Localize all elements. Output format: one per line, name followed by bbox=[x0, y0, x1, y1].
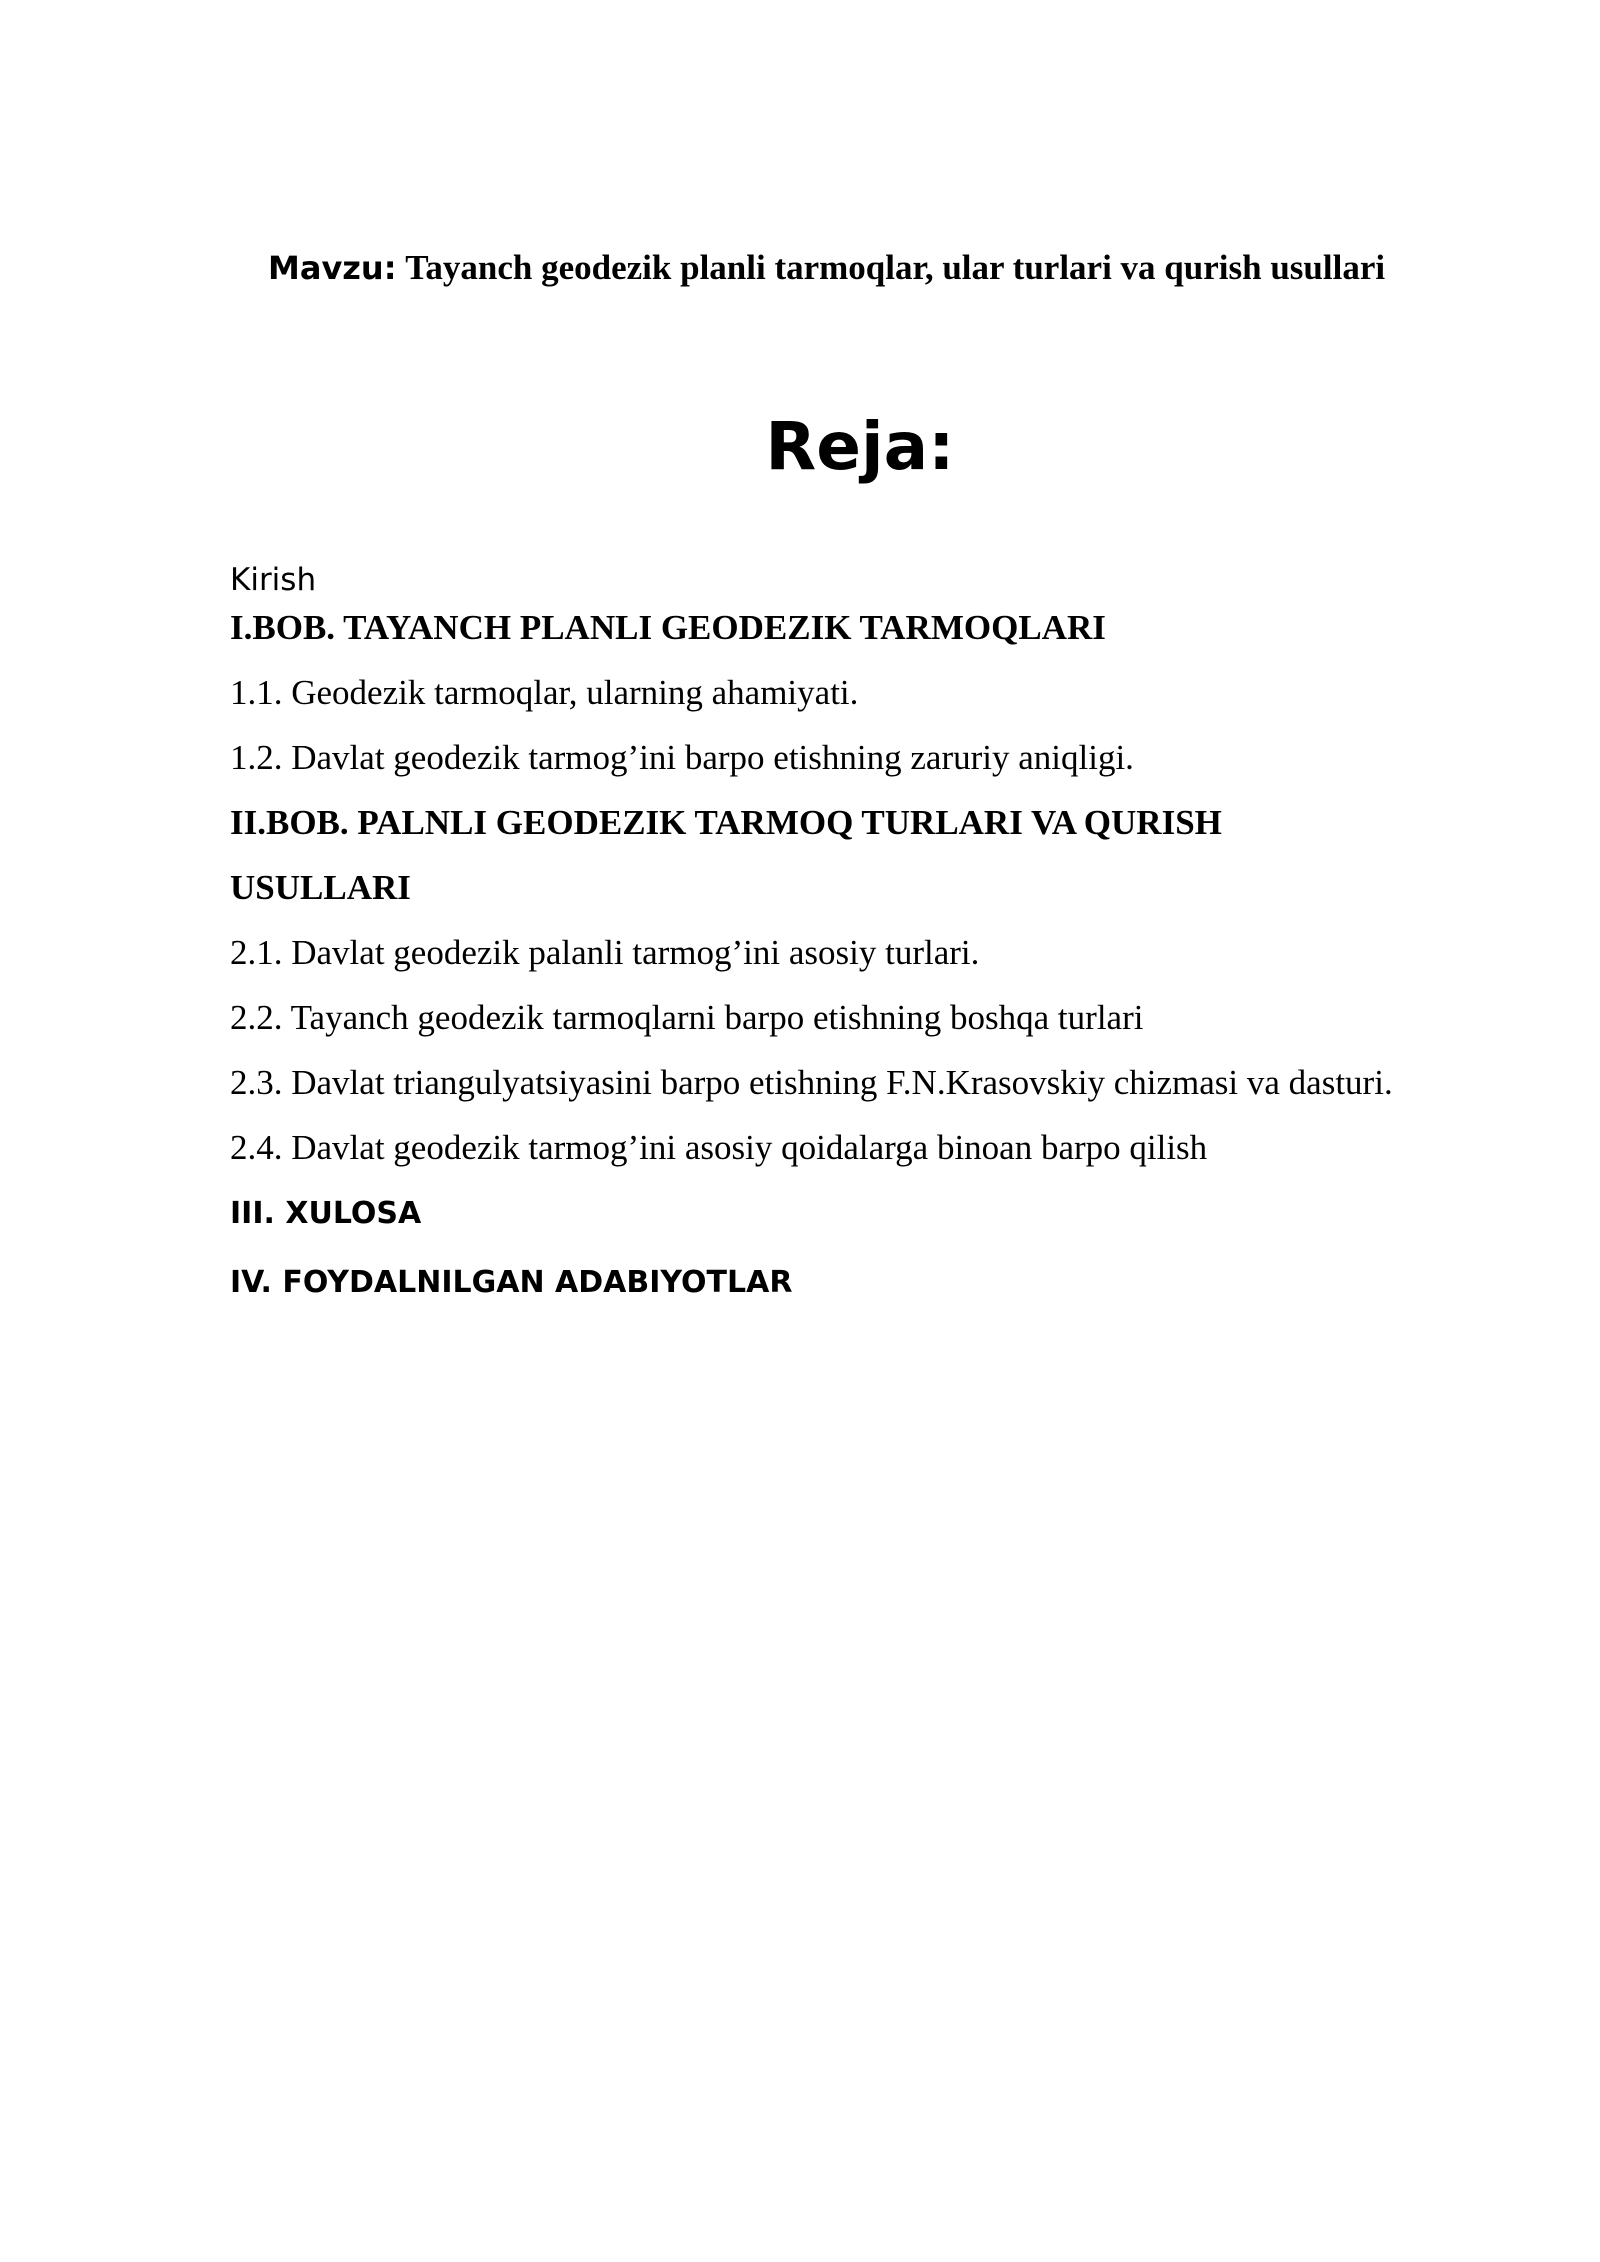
section-2-4: 2.4. Davlat geodezik tarmog’ini asosiy qoidalarga binoan barpo qilish bbox=[230, 1128, 1208, 1167]
topic-heading bbox=[268, 246, 1568, 290]
conclusion-heading: III. XULOSA bbox=[230, 1196, 422, 1231]
section-2-2: 2.2. Tayanch geodezik tarmoqlarni barpo etishning boshqa turlari bbox=[230, 998, 1144, 1037]
topic-label: Mavzu: bbox=[268, 249, 397, 287]
section-1-2: 1.2. Davlat geodezik tarmog’ini barpo etishning zaruriy aniqligi. bbox=[230, 738, 1134, 777]
section-1-1: 1.1. Geodezik tarmoqlar, ularning ahamiyati. bbox=[230, 673, 859, 712]
chapter-2-heading-line-2: USULLARI bbox=[230, 868, 411, 907]
topic-text: Tayanch geodezik planli tarmoqlar, ular turlari va qurish usullari bbox=[405, 248, 1386, 287]
chapter-1-heading: I.BOB. TAYANCH PLANLI GEODEZIK TARMOQLARI bbox=[230, 608, 1106, 647]
section-2-1: 2.1. Davlat geodezik palanli tarmog’ini asosiy turlari. bbox=[230, 933, 980, 972]
references-heading: IV. FOYDALNILGAN ADABIYOTLAR bbox=[230, 1265, 793, 1300]
plan-title: Reja: bbox=[765, 408, 955, 485]
chapter-2-heading-line-1: II.BOB. PALNLI GEODEZIK TARMOQ TURLARI VA QURISH bbox=[230, 803, 1222, 842]
intro-item: Kirish bbox=[230, 562, 317, 598]
section-2-3: 2.3. Davlat triangulyatsiyasini barpo etishning F.N.Krasovskiy chizmasi va dasturi. bbox=[230, 1063, 1393, 1102]
